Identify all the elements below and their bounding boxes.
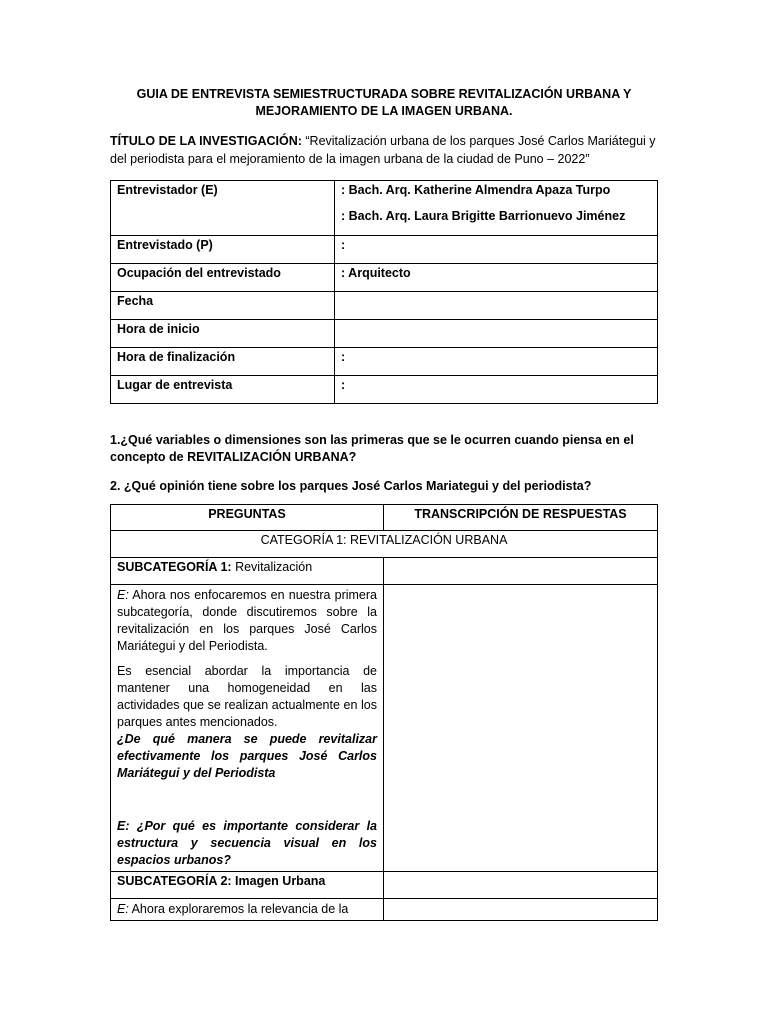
- interview-table: [110, 504, 658, 921]
- table-row: [111, 292, 658, 320]
- question-2: 2. ¿Qué opinión tiene sobre los parques José Carlos Mariategui y del periodista?: [110, 479, 592, 493]
- question-1: 1.¿Qué variables o dimensiones son las primeras que se le ocurren cuando piensa en el concepto de REVITALIZACIÓN URBANA?: [110, 433, 634, 464]
- paragraph-4-text: Ahora exploraremos la relevancia de la: [128, 902, 349, 916]
- subcategory-2-label: SUBCATEGORÍA 2: Imagen Urbana: [111, 872, 384, 899]
- question-block-row: [111, 899, 658, 921]
- interviewer-1: : Bach. Arq. Katherine Almendra Apaza Turpo: [341, 183, 611, 197]
- paragraph-4: [117, 901, 377, 918]
- subcategory-2-row: [111, 872, 658, 899]
- table-cell-value: :: [335, 348, 658, 376]
- category-1-label: CATEGORÍA 1: REVITALIZACIÓN URBANA: [111, 531, 658, 558]
- question-block-row: [111, 585, 658, 872]
- table-cell-value: [335, 292, 658, 320]
- table-row: [111, 320, 658, 348]
- category-row: [111, 531, 658, 558]
- document-title: [110, 86, 658, 120]
- research-label: TÍTULO DE LA INVESTIGACIÓN:: [110, 134, 302, 148]
- table-row: [111, 236, 658, 264]
- table-header-row: [111, 505, 658, 531]
- spacer: [117, 782, 377, 818]
- info-table: [110, 180, 658, 404]
- title-line-1: GUIA DE ENTREVISTA SEMIESTRUCTURADA SOBRE REVITALIZACIÓN URBANA Y: [136, 87, 632, 101]
- research-title: [110, 132, 658, 168]
- subcategory-1-row: [111, 558, 658, 585]
- table-cell-value: :: [335, 376, 658, 404]
- research-title-text: “Revitalización urbana de los parques José Carlos Mariátegui y del periodista para el mejoramiento de la imagen urbana de la ciudad de Puno – 2022”: [110, 134, 656, 166]
- table-cell-value: :: [335, 236, 658, 264]
- paragraph-3: E: ¿Por qué es importante considerar la estructura y secuencia visual en los espacios urbanos?: [117, 819, 377, 867]
- paragraph-1: [117, 587, 377, 655]
- paragraph-1-text: Ahora nos enfocaremos en nuestra primera subcategoría, donde discutiremos sobre la revitalización en los parques José Carlos Mariátegui y del Periodista.: [117, 588, 377, 653]
- table-cell-value: : Arquitecto: [335, 264, 658, 292]
- table-row: [111, 376, 658, 404]
- answer-cell[interactable]: [384, 558, 658, 585]
- table-cell-label: Hora de finalización: [111, 348, 335, 376]
- subcategory-1-label: [111, 558, 384, 585]
- question-block: [111, 585, 384, 872]
- table-cell-value: [335, 181, 658, 236]
- table-row: [111, 348, 658, 376]
- paragraph-2-text: Es esencial abordar la importancia de mantener una homogeneidad en las actividades que se realizan actualmente en los parques antes mencionados.: [117, 664, 377, 729]
- document-page: [110, 86, 658, 921]
- header-answers: TRANSCRIPCIÓN DE RESPUESTAS: [384, 505, 658, 531]
- interviewer-2: : Bach. Arq. Laura Brigitte Barrionuevo Jiménez: [341, 209, 626, 223]
- paragraph-2-question: ¿De qué manera se puede revitalizar efectivamente los parques José Carlos Mariátegui y del Periodista: [117, 732, 377, 780]
- table-cell-label: Entrevistador (E): [111, 181, 335, 236]
- e-prefix: E:: [117, 588, 129, 602]
- table-cell-label: Entrevistado (P): [111, 236, 335, 264]
- paragraph-2: [117, 663, 377, 782]
- title-line-2: MEJORAMIENTO DE LA IMAGEN URBANA.: [255, 104, 513, 118]
- subcategory-1-prefix: SUBCATEGORÍA 1:: [117, 560, 232, 574]
- question-block-2: [111, 899, 384, 921]
- answer-cell[interactable]: [384, 872, 658, 899]
- table-cell-label: Lugar de entrevista: [111, 376, 335, 404]
- answer-cell[interactable]: [384, 899, 658, 921]
- table-row: [111, 181, 658, 236]
- table-cell-label: Hora de inicio: [111, 320, 335, 348]
- table-row: [111, 264, 658, 292]
- header-questions: PREGUNTAS: [111, 505, 384, 531]
- table-cell-label: Fecha: [111, 292, 335, 320]
- table-cell-label: Ocupación del entrevistado: [111, 264, 335, 292]
- table-cell-value: [335, 320, 658, 348]
- subcategory-1-name: Revitalización: [231, 560, 313, 574]
- answer-cell[interactable]: [384, 585, 658, 872]
- e-prefix: E:: [117, 902, 129, 916]
